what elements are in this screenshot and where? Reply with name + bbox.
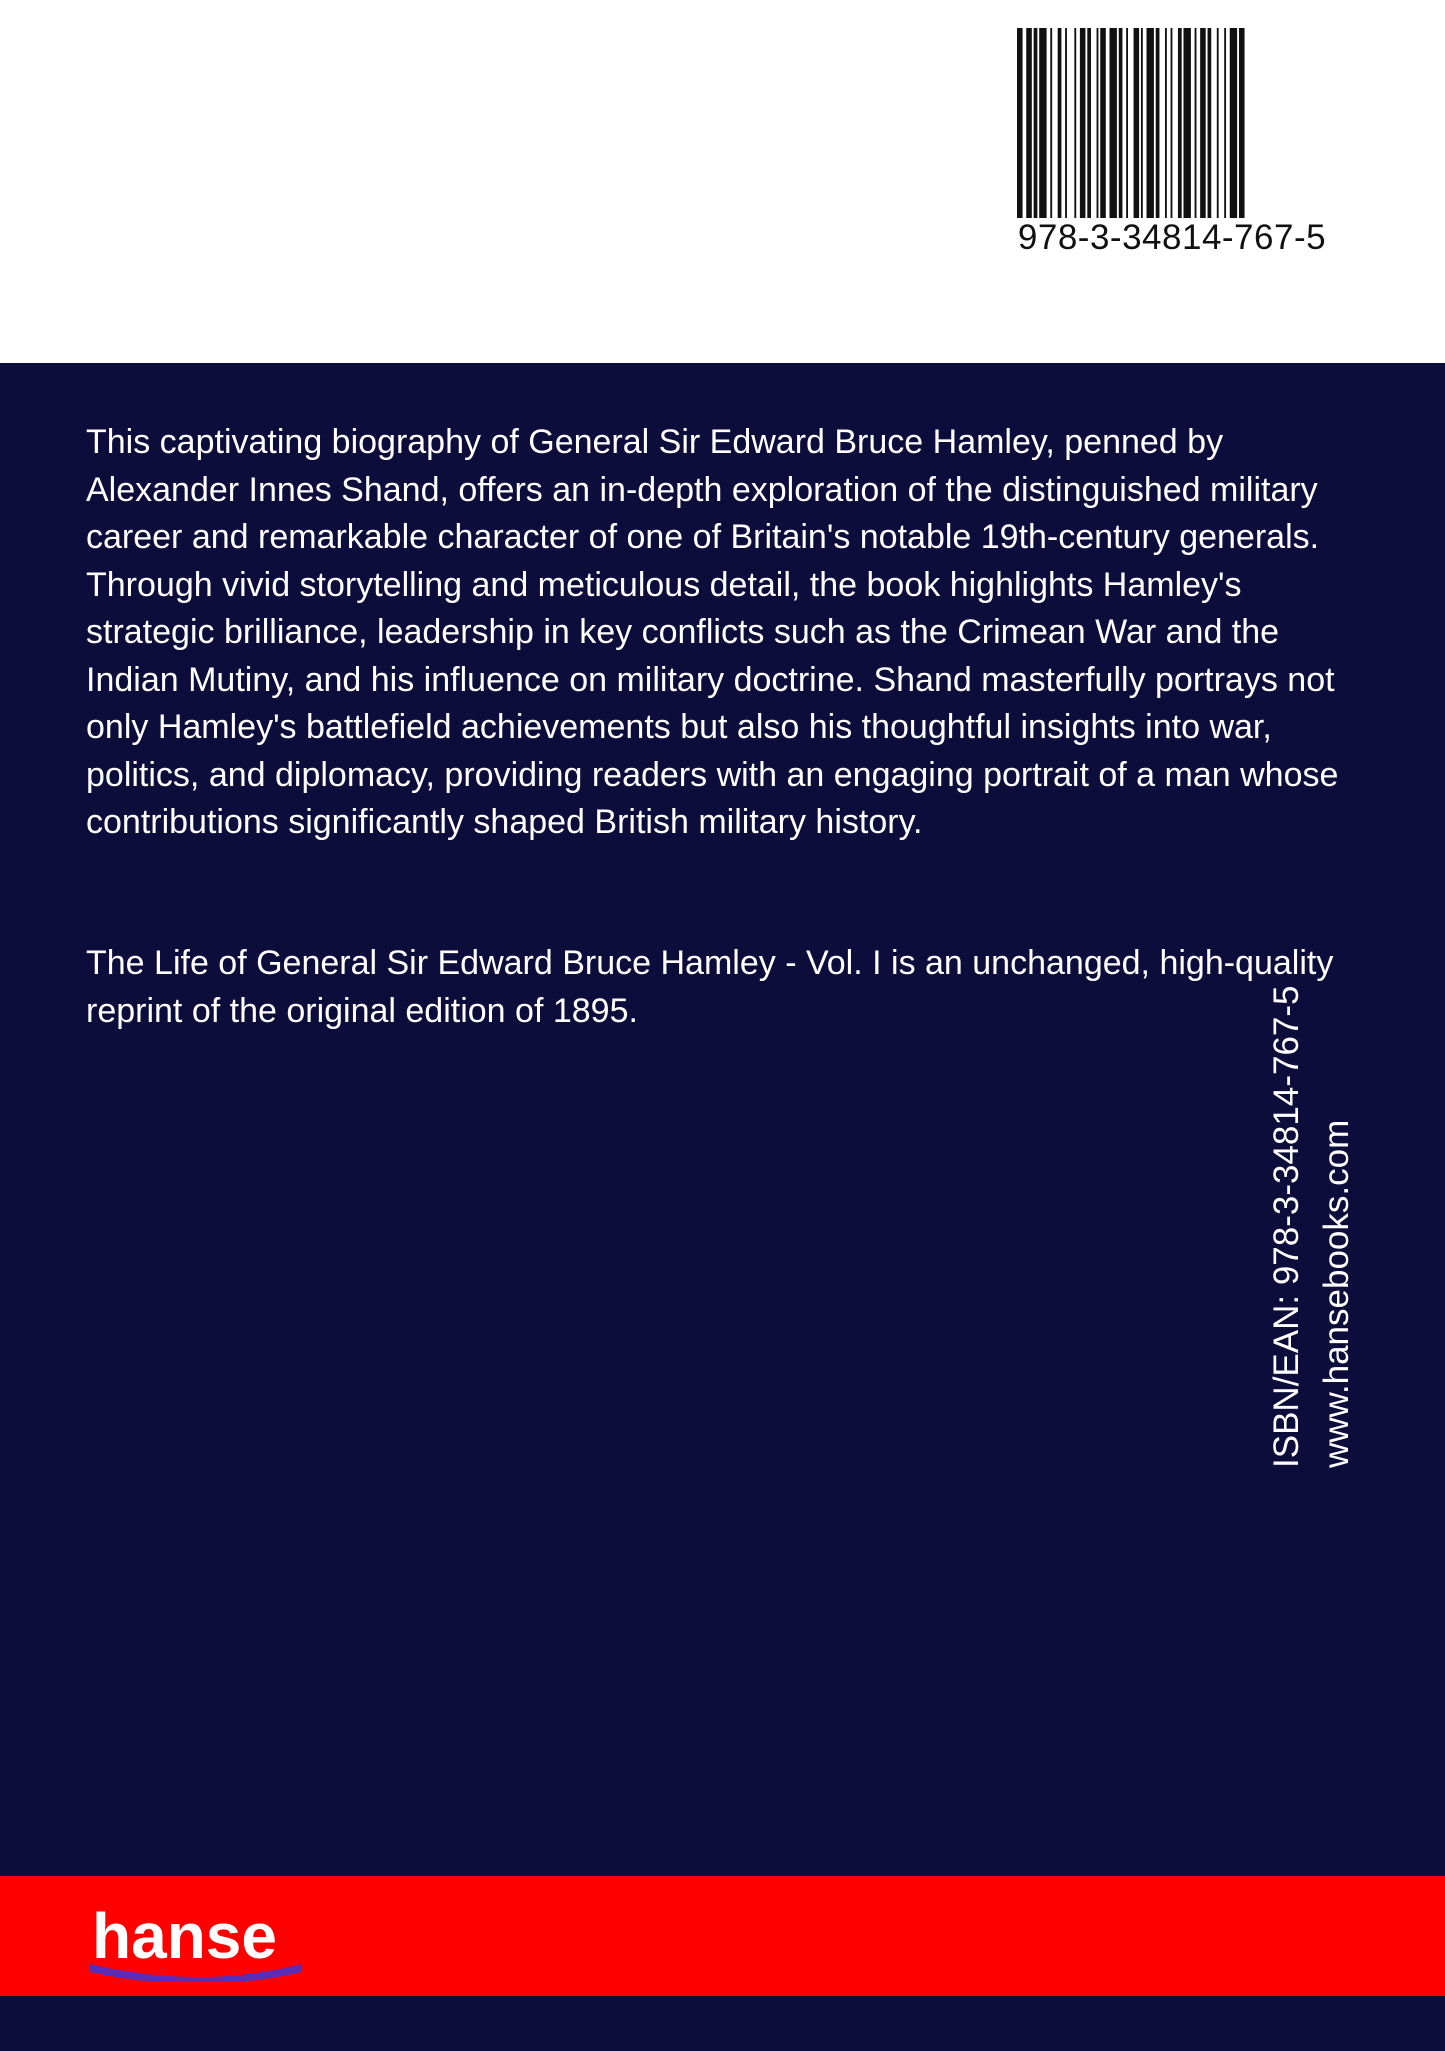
barcode-number: 978-3-34814-767-5 (1017, 218, 1327, 257)
barcode-bar (1126, 28, 1128, 218)
book-description: This captivating biography of General Sir Edward Bruce Hamley, penned by Alexander Innes Shand, offers an in-depth exploration of the distinguished military career and remarkable character of one of Britain's notable 19th-century generals. Through vivid storytelling and meticulous detail, the book highlights Hamley's strategic brilliance, leadership in key conflicts such as the Crimean War and the Indian Mutiny, and his influence on military doctrine. Shand masterfully portrays not only Hamley's battlefield achievements but also his thoughtful insights into war, politics, and diplomacy, providing readers with an engaging portrait of a man whose contributions significantly shaped British military history. (86, 423, 1339, 841)
logo-wordmark: hanse (92, 1900, 277, 1972)
barcode-bar (1034, 28, 1038, 218)
barcode-bar (1141, 28, 1143, 218)
barcode-bar (1026, 28, 1032, 218)
vertical-isbn-block (1262, 968, 1362, 1468)
barcode-bar (1050, 28, 1052, 218)
barcode-bar (1065, 28, 1067, 218)
barcode-bar (1119, 28, 1123, 218)
barcode-bar (1165, 28, 1167, 218)
barcode-bar (1195, 28, 1197, 218)
barcode-image (1017, 28, 1337, 218)
hanse-logo (88, 1898, 308, 1982)
barcode-bar (1080, 28, 1086, 218)
barcode-bar (1156, 28, 1160, 218)
barcode-bar (1134, 28, 1140, 218)
barcode-bar (1184, 28, 1191, 218)
barcode-bar (1097, 28, 1099, 218)
barcode-bar (1147, 28, 1154, 218)
barcode-bar (1074, 28, 1076, 218)
barcode-bar (1200, 28, 1206, 218)
barcode-bar (1178, 28, 1182, 218)
barcode-bar (1039, 28, 1046, 218)
barcode-bar (1171, 28, 1173, 218)
barcode-bar (1017, 28, 1023, 218)
publisher-band (0, 1876, 1445, 1996)
publisher-website: www.hansebooks.com (1317, 1119, 1356, 1468)
barcode-bar (1239, 28, 1245, 218)
barcode-bar (1224, 28, 1226, 218)
barcode-bar (1208, 28, 1212, 218)
isbn-ean-line: ISBN/EAN: 978-3-34814-767-5 (1267, 985, 1306, 1468)
reprint-note: The Life of General Sir Edward Bruce Hamley - Vol. I is an unchanged, high-quality reprint of the original edition of 1895. (86, 944, 1334, 1030)
back-cover-panel (0, 363, 1445, 1876)
barcode-bar (1100, 28, 1106, 218)
barcode-bar (1110, 28, 1117, 218)
barcode-bar (1217, 28, 1219, 218)
bottom-strip (0, 1996, 1445, 2051)
barcode-bar (1230, 28, 1237, 218)
barcode-area (0, 0, 1445, 363)
barcode-bar (1058, 28, 1062, 218)
barcode-bar (1087, 28, 1091, 218)
